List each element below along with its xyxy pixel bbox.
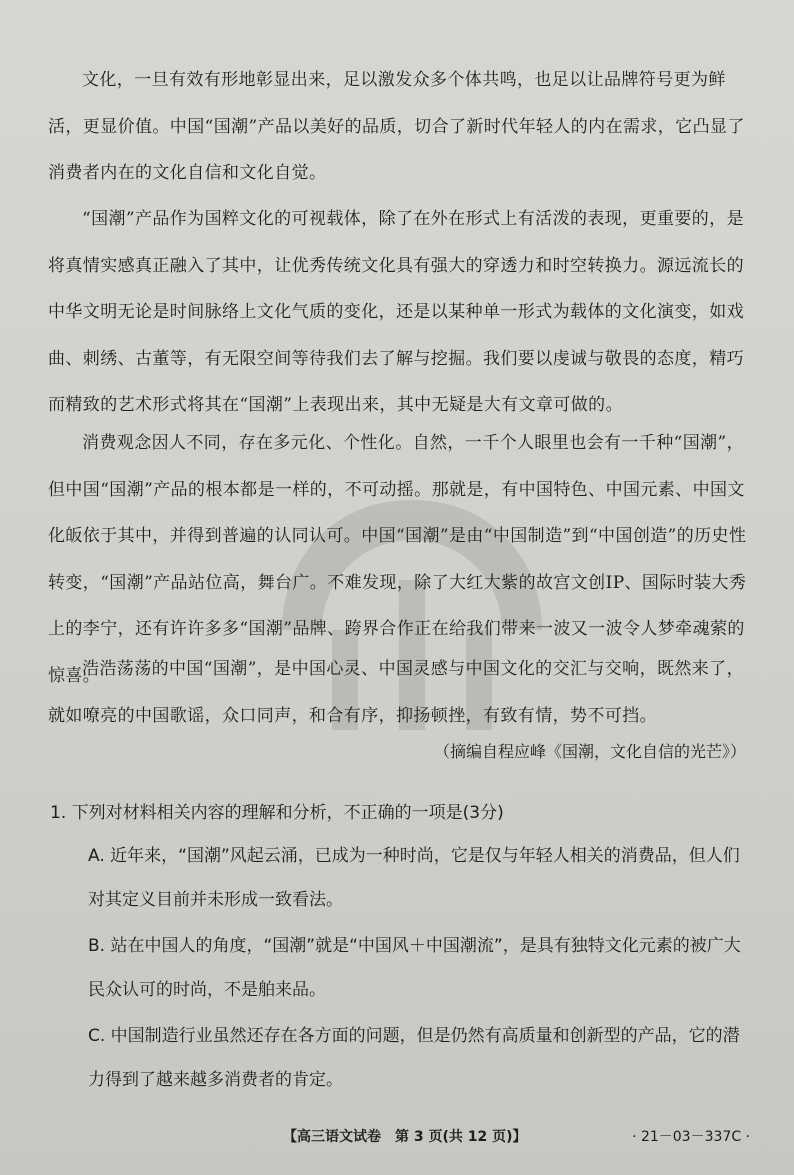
passage-source: （摘编自程应峰《国潮，文化自信的光芒》） — [433, 742, 746, 761]
question-stem: 1. 下列对材料相关内容的理解和分析，不正确的一项是(3分) — [50, 803, 504, 823]
passage-paragraph-3: 消费观念因人不同，存在多元化、个性化。自然，一千个人眼里也会有一千种“国潮”，但中国“国潮”产品的根本都是一样的，不可动摇。那就是，有中国特色、中国元素、中国文化皈依于其中，并得到普遍的认同认可。中国“国潮”是由“中国制造”到“中国创造”的历史性转变，“国潮”产品站位高，舞台广。不难发现，除了大红大紫的故宫文创IP、国际时装大秀上的李宁，还有许许多多“国潮”品牌、跨界合作正在给我们带来一波又一波令人梦牵魂萦的惊喜。 — [48, 433, 747, 686]
option-a: A. 近年来，“国潮”风起云涌，已成为一种时尚，它是仅与年轻人相关的消费品，但人们对其定义目前并未形成一致看法。 — [88, 846, 740, 910]
option-b: B. 站在中国人的角度，“国潮”就是“中国风＋中国潮流”，是具有独特文化元素的被广大民众认可的时尚，不是舶来品。 — [88, 936, 741, 1000]
passage-paragraph-2: “国潮”产品作为国粹文化的可视载体，除了在外在形式上有活泼的表现，更重要的，是将真情实感真正融入了其中，让优秀传统文化具有强大的穿透力和时空转换力。源远流长的中华文明无论是时间脉络上文化气质的变化，还是以某种单一形式为载体的文化演变，如戏曲、刺绣、古董等，有无限空间等待我们去了解与挖掘。我们要以虔诚与敬畏的态度，精巧而精致的艺术形式将其在“国潮”上表现出来，其中无疑是大有文章可做的。 — [48, 209, 744, 415]
footer-exam-code: · 21－03－337C · — [632, 1129, 750, 1145]
option-c: C. 中国制造行业虽然还存在各方面的问题，但是仍然有高质量和创新型的产品，它的潜力得到了越来越多消费者的肯定。 — [88, 1026, 740, 1090]
passage-paragraph-4: 浩浩荡荡的中国“国潮”，是中国心灵、中国灵感与中国文化的交汇与交响，既然来了，就如嘹亮的中国歌谣，众口同声，和合有序，抑扬顿挫，有致有情，势不可挡。 — [48, 659, 744, 726]
passage-paragraph-1: 文化，一旦有效有形地彰显出来，足以激发众多个体共鸣，也足以让品牌符号更为鲜活，更显价值。中国“国潮”产品以美好的品质，切合了新时代年轻人的内在需求，它凸显了消费者内在的文化自信和文化自觉。 — [48, 70, 745, 183]
footer-page-label: 【高三语文试卷 第 3 页(共 12 页)】 — [283, 1129, 527, 1145]
page-footer — [0, 1126, 794, 1150]
